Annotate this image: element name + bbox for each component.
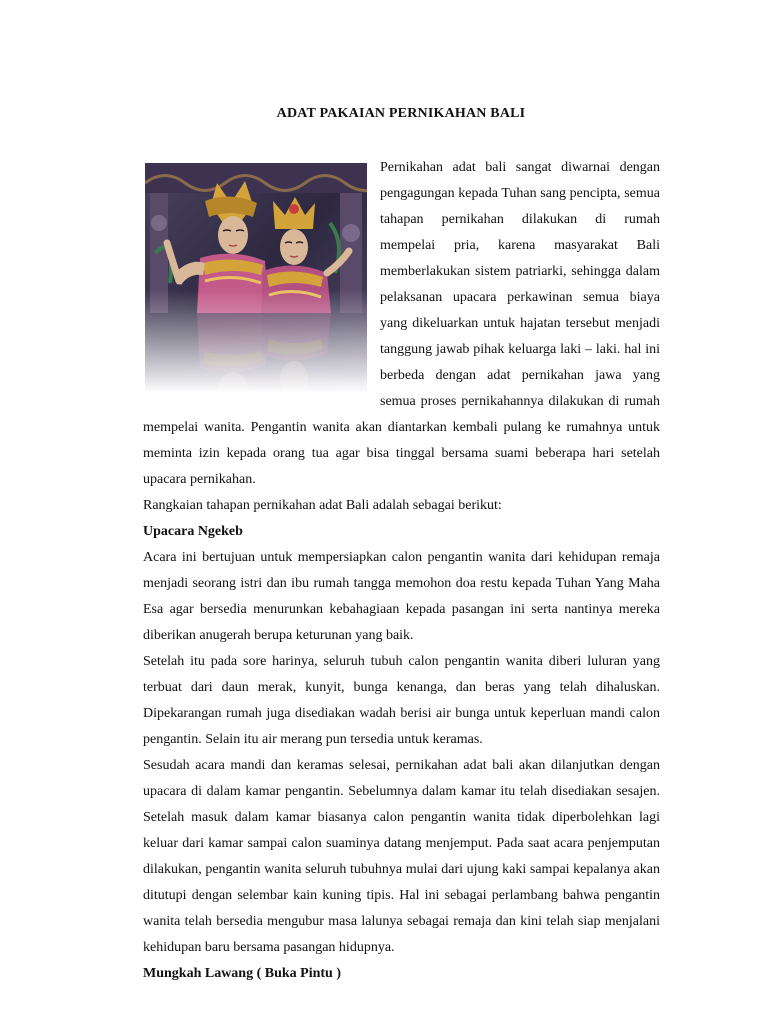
- section-heading-ngekeb: Upacara Ngekeb: [143, 524, 243, 539]
- intro-paragraph: Pernikahan adat bali sangat diwarnai dengan pengagungan kepada Tuhan sang pencipta, semua tahapan pernikahan dilakukan di rumah mempelai pria, karena masyarakat Bali memberlakukan sistem patriarki, sehingga dalam pelaksanan upacara perkawinan semua biaya yang dikeluarkan untuk hajatan tersebut menjadi tanggung jawab pihak keluarga laki – laki. hal ini berbeda dengan adat pernikahan jawa yang semua proses pernikahannya dilakukan di rumah mempelai wanita. Pengantin wanita akan diantarkan kembali pulang ke rumahnya untuk meminta izin kepada orang tua agar bisa tinggal bersama suami beberapa hari setelah upacara pernikahan.: [143, 160, 660, 487]
- document-body: [143, 155, 660, 987]
- document-title: ADAT PAKAIAN PERNIKAHAN BALI: [276, 106, 526, 121]
- section-heading-mungkah-lawang: Mungkah Lawang ( Buka Pintu ): [143, 966, 342, 981]
- painting-graphic: [145, 163, 367, 393]
- ngekeb-paragraph-3: Sesudah acara mandi dan keramas selesai, pernikahan adat bali akan dilanjutkan dengan upacara di dalam kamar pengantin. Sebelumnya dalam kamar itu telah disediakan sesajen. Setelah masuk dalam kamar biasanya calon pengantin wanita tidak diperbolehkan lagi keluar dari kamar sampai calon suaminya datang menjemput. Pada saat acara penjemputan dilakukan, pengantin wanita seluruh tubuhnya mulai dari ujung kaki sampai kepalanya akan ditutupi dengan selembar kain kuning tipis. Hal ini sebagai perlambang bahwa pengantin wanita telah bersedia mengubur masa lalunya sebagai remaja dan kini telah siap menjalani kehidupan baru bersama pasangan hidupnya.: [143, 758, 660, 955]
- ngekeb-paragraph-1: Acara ini bertujuan untuk mempersiapkan calon pengantin wanita dari kehidupan remaja menjadi seorang istri dan ibu rumah tangga memohon doa restu kepada Tuhan Yang Maha Esa agar bersedia menurunkan kebahagiaan kepada pasangan ini serta nantinya mereka diberikan anugerah berupa keturunan yang baik.: [143, 550, 660, 643]
- stages-intro-paragraph: Rangkaian tahapan pernikahan adat Bali adalah sebagai berikut:: [143, 498, 502, 513]
- balinese-couple-painting-image: [145, 163, 367, 393]
- ngekeb-paragraph-2: Setelah itu pada sore harinya, seluruh tubuh calon pengantin wanita diberi luluran yang terbuat dari daun merak, kunyit, bunga kenanga, dan beras yang telah dihaluskan. Dipekarangan rumah juga disediakan wadah berisi air bunga untuk keperluan mandi calon pengantin. Selain itu air merang pun tersedia untuk keramas.: [143, 654, 660, 747]
